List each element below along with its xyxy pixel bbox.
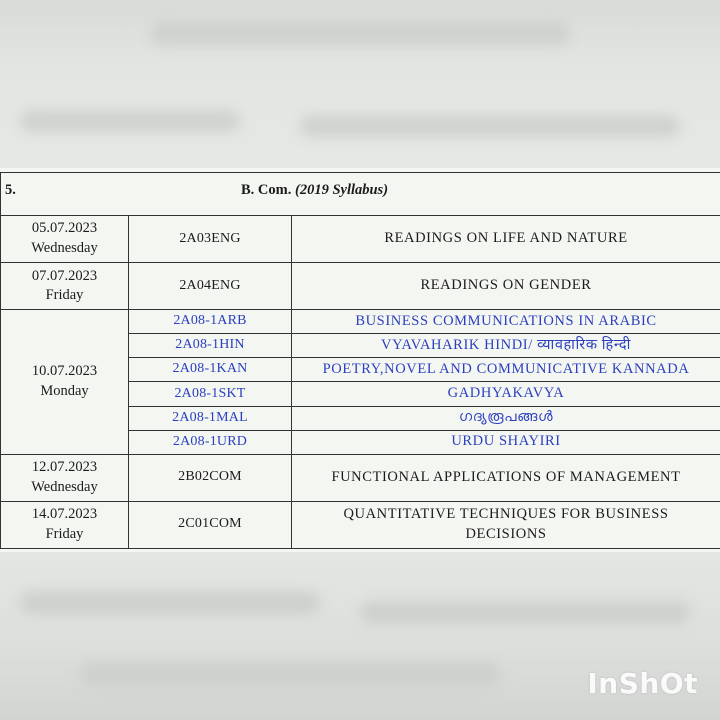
date-cell: 12.07.2023 Wednesday	[1, 454, 129, 501]
code-cell: 2A03ENG	[129, 215, 292, 262]
exam-timetable	[0, 172, 720, 549]
table-row	[1, 215, 720, 262]
code-cell: 2A08-1KAN	[129, 358, 292, 382]
paper-cell: FUNCTIONAL APPLICATIONS OF MANAGEMENT	[292, 454, 720, 501]
paper-cell: READINGS ON GENDER	[292, 263, 720, 310]
section-number: 5.	[5, 182, 16, 198]
paper-cell: ഗദ്യരൂപങ്ങൾ	[292, 406, 720, 430]
timetable-sheet	[0, 168, 720, 552]
section-header-row	[1, 173, 720, 216]
code-cell: 2A08-1ARB	[129, 310, 292, 334]
paper-cell: QUANTITATIVE TECHNIQUES FOR BUSINESS DECISIONS	[292, 501, 720, 548]
code-cell: 2A08-1MAL	[129, 406, 292, 430]
table-row	[1, 310, 720, 334]
paper-cell: VYAVAHARIK HINDI/ व्यावहारिक हिन्दी	[292, 334, 720, 358]
code-cell: 2A08-1URD	[129, 430, 292, 454]
code-cell: 2B02COM	[129, 454, 292, 501]
paper-cell: POETRY,NOVEL AND COMMUNICATIVE KANNADA	[292, 358, 720, 382]
paper-cell: URDU SHAYIRI	[292, 430, 720, 454]
date-cell: 05.07.2023 Wednesday	[1, 215, 129, 262]
table-row	[1, 501, 720, 548]
code-cell: 2A08-1HIN	[129, 334, 292, 358]
code-cell: 2C01COM	[129, 501, 292, 548]
code-cell: 2A04ENG	[129, 263, 292, 310]
paper-cell: READINGS ON LIFE AND NATURE	[292, 215, 720, 262]
inshot-watermark-logo: InShOt	[587, 667, 698, 700]
syllabus-label: (2019 Syllabus)	[294, 182, 389, 198]
date-cell: 07.07.2023 Friday	[1, 263, 129, 310]
paper-cell: GADHYAKAVYA	[292, 382, 720, 406]
code-cell: 2A08-1SKT	[129, 382, 292, 406]
paper-cell: BUSINESS COMMUNICATIONS IN ARABIC	[292, 310, 720, 334]
table-row	[1, 263, 720, 310]
date-cell: 14.07.2023 Friday	[1, 501, 129, 548]
blurred-background-top	[0, 0, 720, 168]
date-cell: 10.07.2023 Monday	[1, 310, 129, 454]
table-row	[1, 454, 720, 501]
section-title: B. Com. (2019 Syllabus)	[241, 182, 389, 198]
